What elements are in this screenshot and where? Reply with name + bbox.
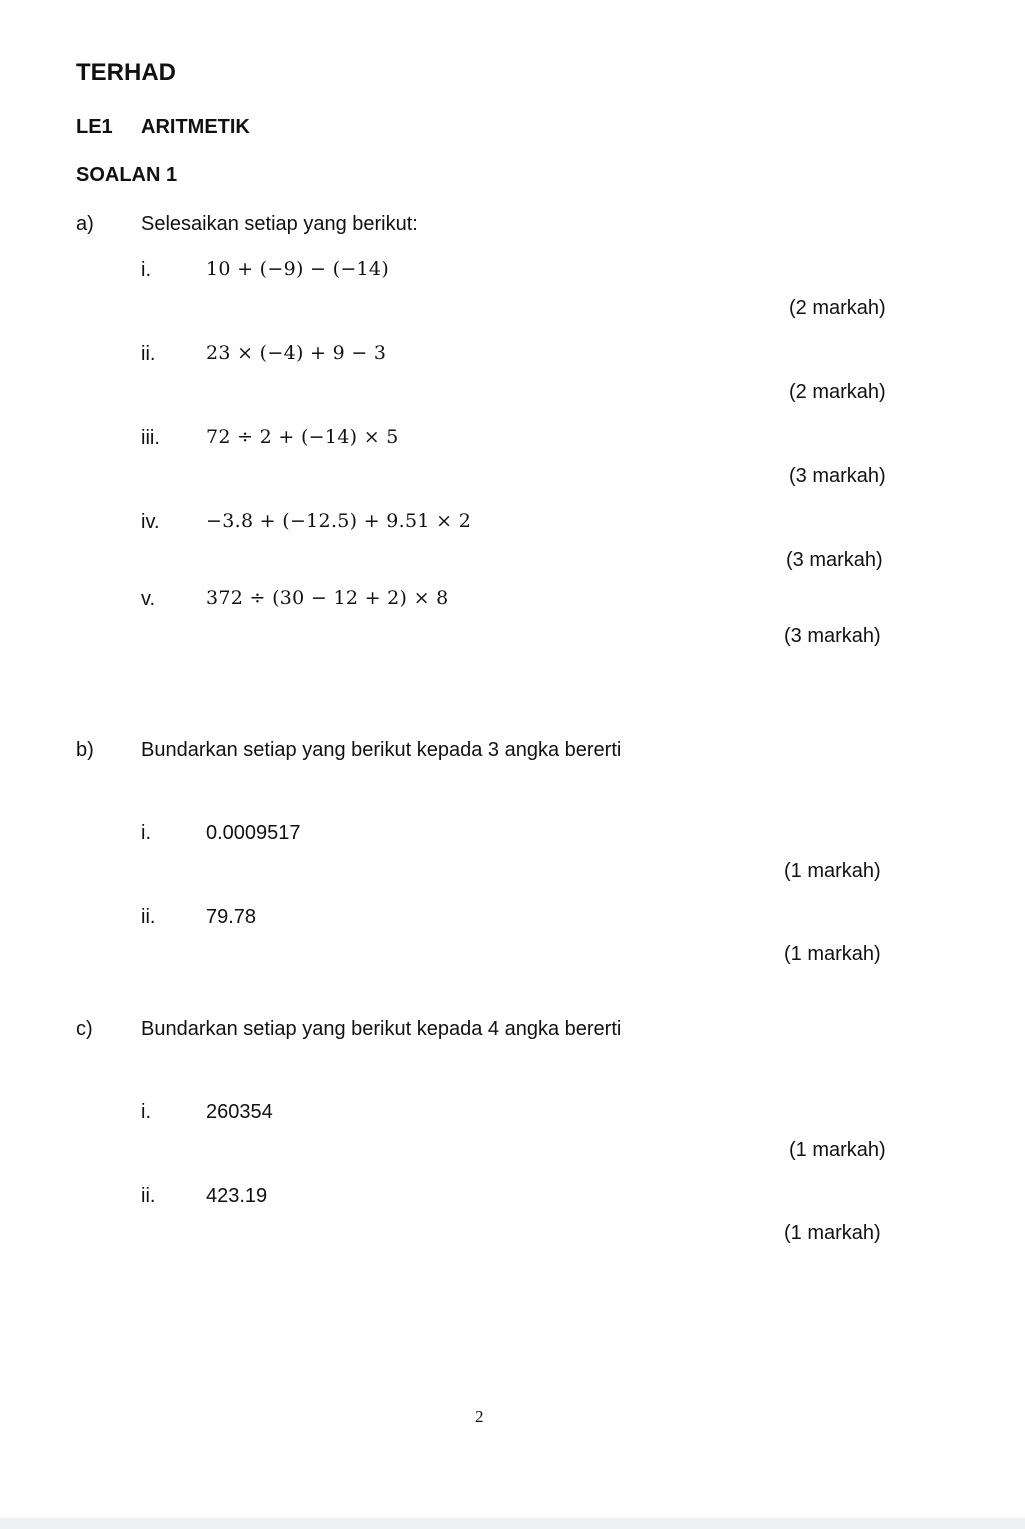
page-number: 2 [475, 1407, 484, 1426]
question-number: i. [141, 1101, 151, 1123]
part-c-instruction: Bundarkan setiap yang berikut kepada 4 angka bererti [141, 1018, 622, 1040]
classification-label: TERHAD [76, 59, 176, 86]
marks-label: (1 markah) [784, 943, 881, 965]
value-to-round: 79.78 [206, 906, 257, 928]
marks-label: (2 markah) [789, 297, 886, 319]
value-to-round: 423.19 [206, 1185, 268, 1207]
marks-label: (3 markah) [784, 625, 881, 647]
question-number: ii. [141, 1185, 156, 1207]
part-c-label: c) [76, 1018, 93, 1040]
marks-label: (3 markah) [786, 549, 883, 571]
math-expression: −3.8 + (−12.5) + 9.51 × 2 [206, 510, 472, 532]
marks-label: (1 markah) [789, 1139, 886, 1161]
part-b-instruction: Bundarkan setiap yang berikut kepada 3 angka bererti [141, 739, 622, 761]
question-number: i. [141, 259, 151, 281]
question-title: SOALAN 1 [76, 164, 178, 186]
value-to-round: 0.0009517 [206, 822, 301, 844]
marks-label: (1 markah) [784, 860, 881, 882]
value-to-round: 260354 [206, 1101, 273, 1123]
question-number: i. [141, 822, 151, 844]
part-a-instruction: Selesaikan setiap yang berikut: [141, 213, 418, 235]
question-number: iv. [141, 511, 160, 533]
math-expression: 10 + (−9) − (−14) [206, 258, 390, 280]
part-a-label: a) [76, 213, 94, 235]
question-number: v. [141, 588, 156, 610]
math-expression: 372 ÷ (30 − 12 + 2) × 8 [206, 587, 449, 609]
marks-label: (1 markah) [784, 1222, 881, 1244]
marks-label: (3 markah) [789, 465, 886, 487]
topic-name: ARITMETIK [141, 116, 250, 138]
math-expression: 23 × (−4) + 9 − 3 [206, 342, 387, 364]
topic-code: LE1 [76, 116, 113, 138]
marks-label: (2 markah) [789, 381, 886, 403]
part-b-label: b) [76, 739, 94, 761]
question-number: ii. [141, 906, 156, 928]
question-number: ii. [141, 343, 156, 365]
question-number: iii. [141, 427, 160, 449]
math-expression: 72 ÷ 2 + (−14) × 5 [206, 426, 399, 448]
